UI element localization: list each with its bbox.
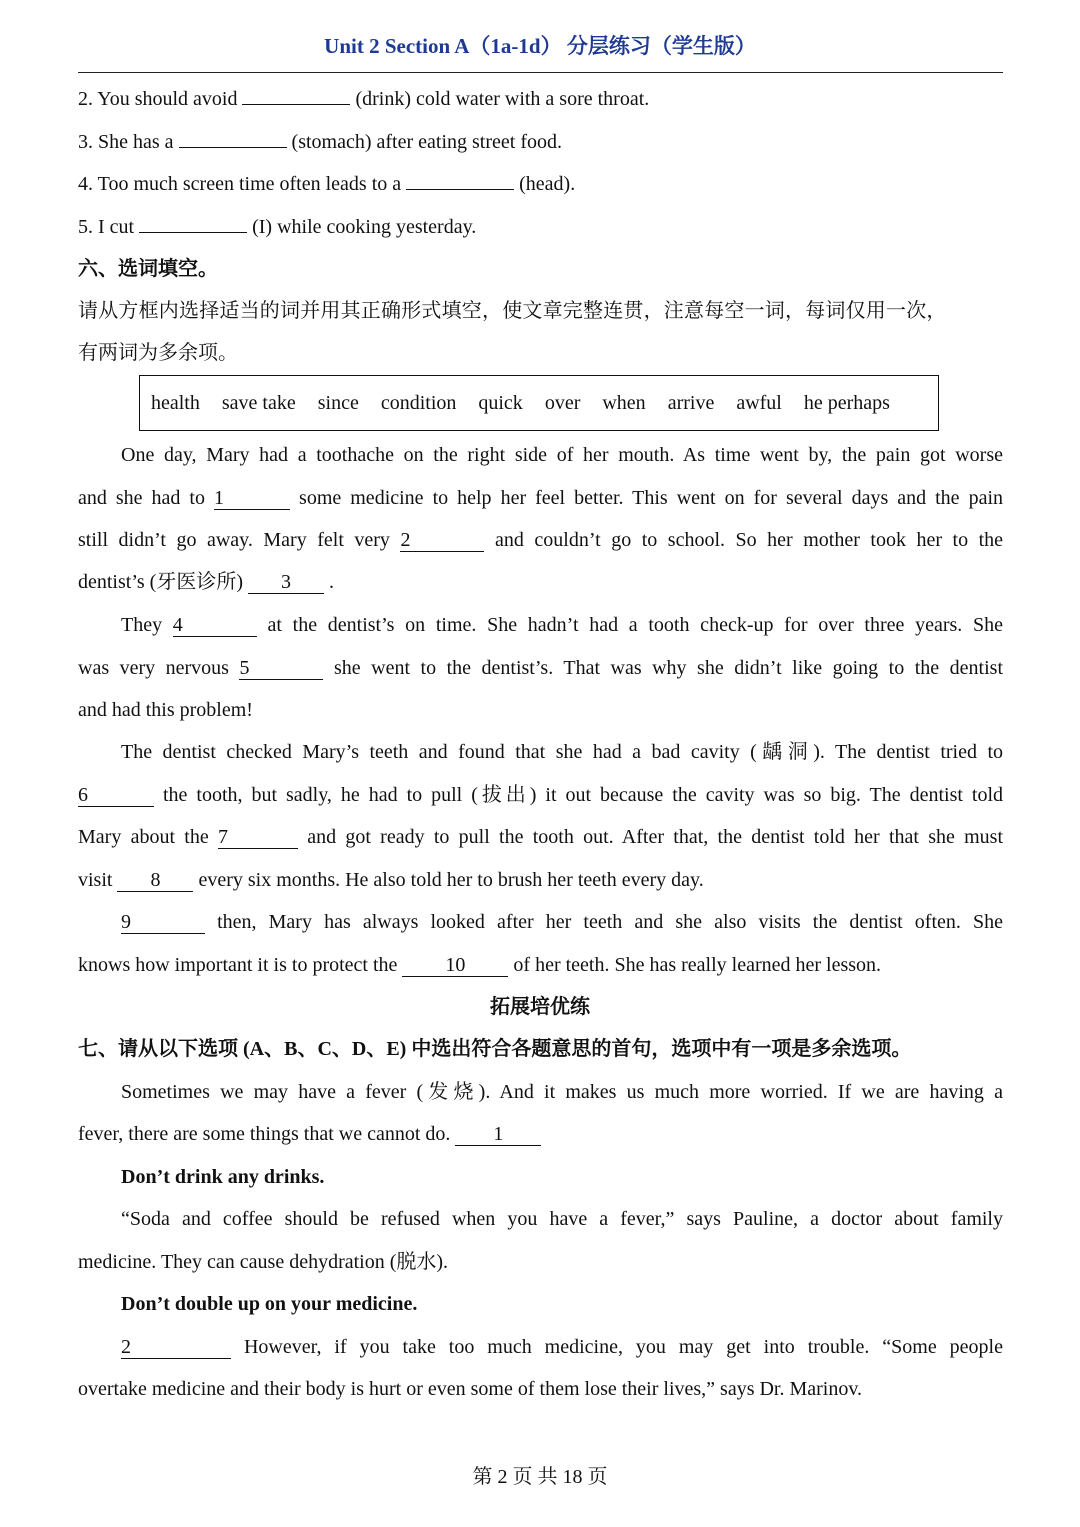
passage-line — [78, 526, 1003, 554]
passage-line — [78, 951, 881, 979]
passage-text: and got ready to pull the tooth out. After that, the dentist told her that she must — [307, 826, 1004, 848]
passage-text: visit — [78, 869, 113, 891]
subheading: Don’t drink any drinks. — [121, 1166, 325, 1188]
passage-text: the tooth, but sadly, he had to pull (拔出) it out because the cavity was so big. The dentist told — [162, 784, 1004, 806]
word-bank-item: he perhaps — [803, 391, 890, 414]
word-bank-item: quick — [478, 391, 523, 414]
passage-text: of her teeth. She has really learned her lesson. — [513, 954, 882, 976]
passage-line — [78, 484, 1003, 512]
passage-text: was very nervous — [78, 657, 229, 679]
question-2-hint: (drink) cold water with a sore throat. — [355, 88, 650, 110]
answer-blank[interactable] — [139, 232, 247, 233]
word-bank-item: health — [151, 391, 200, 414]
passage-text: then, Mary has always looked after her teeth and she also visits the dentist often. She — [217, 911, 1003, 933]
passage-text: knows how important it is to protect the — [78, 954, 398, 976]
question-4 — [78, 170, 575, 198]
blank-2[interactable]: 2 — [400, 529, 484, 552]
passage-text: However, if you take too much medicine, you may get into trouble. “Some people — [243, 1336, 1003, 1358]
question-3 — [78, 128, 562, 156]
page-header-title: Unit 2 Section A（1a-1d） 分层练习（学生版） — [324, 34, 756, 58]
passage-text: and couldn’t go to school. So her mother took her to the — [495, 529, 1004, 551]
passage-text: and she had to — [78, 487, 205, 509]
question-5-text: 5. I cut — [78, 216, 135, 238]
question-5 — [78, 213, 476, 241]
blank-5[interactable]: 5 — [239, 657, 323, 680]
passage-line — [121, 1333, 1003, 1361]
passage-line: and had this problem! — [78, 699, 253, 721]
section-7-heading: 七、请从以下选项 (A、B、C、D、E) 中选出符合各题意思的首句，选项中有一项是多余选项。 — [78, 1038, 912, 1060]
passage-text: They — [121, 614, 163, 636]
question-3-text: 3. She has a — [78, 131, 174, 153]
question-4-text: 4. Too much screen time often leads to a — [78, 173, 402, 195]
part7-blank-2[interactable]: 2 — [121, 1336, 231, 1359]
blank-1[interactable]: 1 — [214, 487, 290, 510]
question-2-text: 2. You should avoid — [78, 88, 238, 110]
section-6-instruction-line-1: 请从方框内选择适当的词并用其正确形式填空，使文章完整连贯，注意每空一词，每词仅用一次， — [78, 300, 947, 322]
word-bank-item: awful — [736, 391, 782, 414]
passage-text: . — [329, 571, 334, 593]
blank-10[interactable]: 10 — [402, 954, 508, 977]
header-divider — [78, 72, 1003, 73]
word-bank-box — [139, 375, 939, 431]
passage-line — [78, 823, 1003, 851]
blank-6[interactable]: 6 — [78, 784, 154, 807]
question-4-hint: (head). — [519, 173, 576, 195]
passage-text: she went to the dentist’s. That was why she didn’t like going to the dentist — [334, 657, 1004, 679]
passage-text: fever, there are some things that we cannot do. — [78, 1123, 451, 1145]
word-bank-item: save take — [221, 391, 296, 414]
section-6-instruction-line-2: 有两词为多余项。 — [78, 342, 238, 364]
passage-line — [78, 866, 704, 894]
answer-blank[interactable] — [242, 104, 350, 105]
question-2 — [78, 85, 649, 113]
blank-9[interactable]: 9 — [121, 911, 205, 934]
word-bank-item: since — [317, 391, 359, 414]
passage-text: still didn’t go away. Mary felt very — [78, 529, 390, 551]
passage-line: overtake medicine and their body is hurt or even some of them lose their lives,” says Dr. Marinov. — [78, 1378, 863, 1400]
blank-4[interactable]: 4 — [173, 614, 257, 637]
answer-blank[interactable] — [179, 147, 287, 148]
passage-text: Mary about the — [78, 826, 209, 848]
blank-3[interactable]: 3 — [248, 571, 324, 594]
passage-text: at the dentist’s on time. She hadn’t had a tooth check-up for over three years. She — [267, 614, 1004, 636]
passage-text: dentist’s (牙医诊所) — [78, 571, 243, 593]
passage-line: “Soda and coffee should be refused when you have a fever,” says Pauline, a doctor about family — [121, 1208, 1003, 1230]
passage-line — [78, 1120, 541, 1148]
word-bank-item: when — [602, 391, 646, 414]
blank-8[interactable]: 8 — [117, 869, 193, 892]
passage-line — [78, 781, 1003, 809]
answer-blank[interactable] — [406, 189, 514, 190]
passage-line — [121, 908, 1003, 936]
passage-line: medicine. They can cause dehydration (脱水). — [78, 1251, 449, 1273]
question-5-hint: (I) while cooking yesterday. — [252, 216, 477, 238]
passage-text: some medicine to help her feel better. This went on for several days and the pain — [299, 487, 1004, 509]
section-6-heading: 六、选词填空。 — [78, 258, 218, 280]
word-bank-item: condition — [380, 391, 457, 414]
passage-line: The dentist checked Mary’s teeth and found that she had a bad cavity (龋洞). The dentist tried to — [121, 741, 1003, 763]
subheading: Don’t double up on your medicine. — [121, 1293, 418, 1315]
word-bank-item: arrive — [667, 391, 715, 414]
extension-section-title: 拓展培优练 — [490, 996, 590, 1018]
word-bank-item: over — [544, 391, 581, 414]
passage-line — [78, 654, 1003, 682]
passage-line — [121, 611, 1003, 639]
passage-text: every six months. He also told her to brush her teeth every day. — [198, 869, 704, 891]
blank-7[interactable]: 7 — [218, 826, 298, 849]
question-3-hint: (stomach) after eating street food. — [291, 131, 562, 153]
passage-line: Sometimes we may have a fever (发烧). And it makes us much more worried. If we are having a — [121, 1081, 1003, 1103]
page-footer: 第 2 页 共 18 页 — [472, 1466, 608, 1488]
passage-line — [78, 568, 334, 596]
passage-line: One day, Mary had a toothache on the right side of her mouth. As time went by, the pain got worse — [121, 444, 1003, 466]
part7-blank-1[interactable]: 1 — [455, 1123, 541, 1146]
